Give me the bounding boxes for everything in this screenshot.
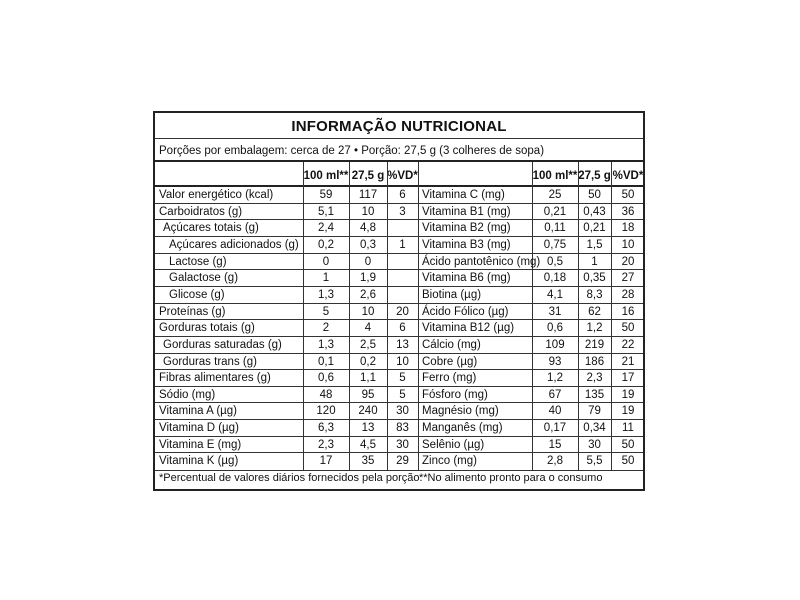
nutrient-name: Vitamina B3 (mg) — [422, 238, 511, 251]
value-per-portion: 240 — [358, 405, 378, 418]
nutrient-name: Selênio (µg) — [422, 438, 485, 451]
value-per-100ml: 0,2 — [318, 238, 334, 251]
daily-value-percent: 22 — [621, 338, 635, 351]
servings-info: Porções por embalagem: cerca de 27 • Porção: 27,5 g (3 colheres de sopa) — [159, 145, 545, 157]
value-per-portion: 2,3 — [586, 372, 603, 385]
nutrient-name: Magnésio (mg) — [422, 405, 499, 418]
daily-value-percent: 6 — [399, 189, 406, 201]
panel-title: INFORMAÇÃO NUTRICIONAL — [291, 118, 507, 135]
footnote-daily-values: *Percentual de valores diários fornecidos pela porção. — [159, 472, 423, 484]
value-per-100ml: 5,1 — [318, 205, 334, 218]
daily-value-percent: 50 — [621, 455, 635, 468]
value-per-portion: 35 — [361, 455, 375, 468]
value-per-100ml: 2,3 — [318, 438, 334, 451]
daily-value-percent: 30 — [396, 438, 409, 451]
value-per-portion: 2,5 — [360, 338, 376, 351]
value-per-100ml: 2,8 — [547, 455, 563, 468]
value-per-100ml: 59 — [319, 189, 333, 201]
daily-value-percent: 50 — [621, 322, 635, 335]
header-right-portion: 27,5 g — [578, 170, 611, 182]
nutrient-name: Gorduras trans (g) — [163, 355, 257, 368]
nutrient-name: Galactose (g) — [169, 272, 239, 285]
value-per-portion: 2,6 — [360, 288, 376, 301]
nutrient-name: Vitamina K (µg) — [159, 455, 239, 468]
daily-value-percent: 5 — [399, 388, 406, 401]
value-per-100ml: 48 — [319, 388, 333, 401]
nutrient-name: Ferro (mg) — [422, 372, 477, 385]
value-per-portion: 0,3 — [360, 238, 376, 251]
value-per-portion: 4,5 — [360, 438, 376, 451]
value-per-portion: 95 — [361, 388, 375, 401]
value-per-100ml: 67 — [548, 388, 562, 401]
header-left-vd: %VD* — [387, 170, 418, 182]
value-per-100ml: 1 — [322, 272, 330, 285]
value-per-100ml: 1,3 — [318, 338, 334, 351]
daily-value-percent: 10 — [396, 355, 409, 368]
daily-value-percent: 19 — [621, 405, 635, 418]
header-right-vd: %VD* — [612, 170, 644, 182]
header-right-100ml: 100 ml** — [532, 170, 578, 182]
value-per-portion: 117 — [358, 189, 378, 201]
nutrient-name: Vitamina C (mg) — [422, 189, 505, 201]
value-per-portion: 0,2 — [360, 355, 376, 368]
value-per-100ml: 1,2 — [547, 372, 563, 385]
daily-value-percent: 21 — [621, 355, 635, 368]
nutrient-name: Proteínas (g) — [159, 305, 226, 318]
value-per-portion: 50 — [588, 189, 601, 201]
nutrient-name: Vitamina B1 (mg) — [422, 205, 511, 218]
nutrient-name: Ácido Fólico (µg) — [422, 305, 509, 318]
nutrient-name: Vitamina E (mg) — [159, 438, 242, 451]
daily-value-percent: 30 — [396, 405, 409, 418]
value-per-100ml: 0,6 — [547, 322, 563, 335]
value-per-portion: 0,43 — [583, 205, 606, 218]
nutrient-name: Gorduras totais (g) — [159, 322, 255, 335]
value-per-portion: 62 — [588, 305, 601, 318]
value-per-100ml: 0,1 — [318, 355, 334, 368]
nutrient-name: Cobre (µg) — [422, 355, 478, 368]
daily-value-percent: 20 — [621, 255, 635, 268]
value-per-portion: 8,3 — [586, 288, 603, 301]
nutrient-name: Gorduras saturadas (g) — [163, 338, 282, 351]
daily-value-percent: 18 — [621, 222, 635, 235]
nutrient-name: Carboidratos (g) — [159, 205, 243, 218]
value-per-100ml: 0,11 — [544, 222, 566, 235]
value-per-100ml: 120 — [316, 405, 336, 418]
value-per-100ml: 0,21 — [543, 205, 567, 218]
nutrient-name: Manganês (mg) — [422, 422, 503, 435]
nutrient-name: Valor energético (kcal) — [159, 189, 274, 201]
nutrient-name: Biotina (µg) — [422, 288, 482, 301]
value-per-portion: 1,5 — [586, 238, 603, 251]
nutrient-name: Ácido pantotênico (mg) — [422, 255, 541, 268]
daily-value-percent: 50 — [621, 189, 635, 201]
daily-value-percent: 27 — [621, 272, 635, 285]
daily-value-percent — [387, 254, 418, 271]
daily-value-percent: 11 — [622, 422, 634, 435]
nutrient-name: Açúcares totais (g) — [163, 222, 259, 235]
daily-value-percent: 6 — [399, 322, 406, 335]
value-per-100ml: 2 — [322, 322, 330, 335]
value-per-portion: 0,34 — [583, 422, 606, 435]
daily-value-percent: 36 — [621, 205, 635, 218]
value-per-portion: 4 — [364, 322, 372, 335]
value-per-100ml: 0,75 — [543, 238, 567, 251]
value-per-portion: 10 — [361, 305, 375, 318]
daily-value-percent: 83 — [396, 422, 409, 435]
value-per-100ml: 40 — [548, 405, 562, 418]
nutrient-name: Vitamina D (µg) — [159, 422, 239, 435]
value-per-portion: 0 — [364, 255, 372, 268]
footnote-ready-to-consume: **No alimento pronto para o consumo — [419, 472, 603, 484]
value-per-portion: 1,9 — [360, 272, 376, 285]
value-per-100ml: 109 — [545, 338, 565, 351]
value-per-portion: 10 — [361, 205, 375, 218]
value-per-100ml: 0,6 — [318, 372, 334, 385]
value-per-100ml: 31 — [548, 305, 562, 318]
value-per-portion: 79 — [588, 405, 601, 418]
value-per-portion: 13 — [361, 422, 375, 435]
daily-value-percent: 28 — [621, 288, 635, 301]
header-left-100ml: 100 ml** — [303, 170, 349, 182]
value-per-portion: 186 — [584, 355, 605, 368]
value-per-portion: 0,35 — [583, 272, 606, 285]
value-per-portion: 30 — [588, 438, 601, 451]
nutrient-name: Açúcares adicionados (g) — [169, 238, 299, 251]
nutrient-name: Sódio (mg) — [159, 388, 216, 401]
column-divider — [418, 162, 419, 470]
value-per-100ml: 17 — [319, 455, 333, 468]
daily-value-percent — [387, 270, 418, 287]
nutrient-name: Vitamina B12 (µg) — [422, 322, 515, 335]
value-per-100ml: 0,18 — [543, 272, 567, 285]
daily-value-percent: 10 — [621, 238, 635, 251]
daily-value-percent: 1 — [399, 238, 406, 251]
daily-value-percent: 50 — [621, 438, 635, 451]
daily-value-percent: 5 — [399, 372, 406, 385]
value-per-100ml: 0 — [322, 255, 330, 268]
value-per-100ml: 25 — [548, 189, 562, 201]
nutrient-name: Fósforo (mg) — [422, 388, 488, 401]
value-per-100ml: 0,17 — [543, 422, 567, 435]
daily-value-percent: 17 — [621, 372, 635, 385]
nutrient-name: Zinco (mg) — [422, 455, 477, 468]
daily-value-percent: 19 — [621, 388, 635, 401]
value-per-100ml: 15 — [548, 438, 562, 451]
nutrient-name: Glicose (g) — [169, 288, 225, 301]
daily-value-percent: 13 — [396, 338, 409, 351]
value-per-portion: 219 — [584, 338, 605, 351]
value-per-100ml: 0,5 — [547, 255, 563, 268]
nutrient-name: Vitamina B2 (mg) — [422, 222, 511, 235]
daily-value-percent: 16 — [621, 305, 635, 318]
value-per-100ml: 6,3 — [318, 422, 334, 435]
nutrient-name: Cálcio (mg) — [422, 338, 481, 351]
value-per-portion: 1,1 — [360, 372, 376, 385]
value-per-100ml: 4,1 — [547, 288, 563, 301]
value-per-portion: 1,2 — [586, 322, 603, 335]
value-per-100ml: 2,4 — [318, 222, 334, 235]
value-per-100ml: 1,3 — [318, 288, 334, 301]
nutrient-name: Lactose (g) — [169, 255, 227, 268]
nutrient-name: Vitamina A (µg) — [159, 405, 238, 418]
nutrition-facts-panel — [153, 111, 645, 491]
nutrient-name: Fibras alimentares (g) — [159, 372, 271, 385]
value-per-100ml: 93 — [548, 355, 562, 368]
value-per-portion: 5,5 — [586, 455, 603, 468]
daily-value-percent: 20 — [396, 305, 409, 318]
value-per-portion: 1 — [591, 255, 598, 268]
value-per-100ml: 5 — [322, 305, 330, 318]
daily-value-percent: 3 — [399, 205, 406, 218]
divider — [155, 138, 643, 139]
value-per-portion: 4,8 — [360, 222, 376, 235]
value-per-portion: 135 — [584, 388, 605, 401]
daily-value-percent — [387, 287, 418, 304]
daily-value-percent — [387, 220, 418, 237]
daily-value-percent: 29 — [396, 455, 409, 468]
header-left-portion: 27,5 g — [351, 170, 385, 182]
value-per-portion: 0,21 — [583, 222, 606, 235]
nutrient-name: Vitamina B6 (mg) — [422, 272, 511, 285]
